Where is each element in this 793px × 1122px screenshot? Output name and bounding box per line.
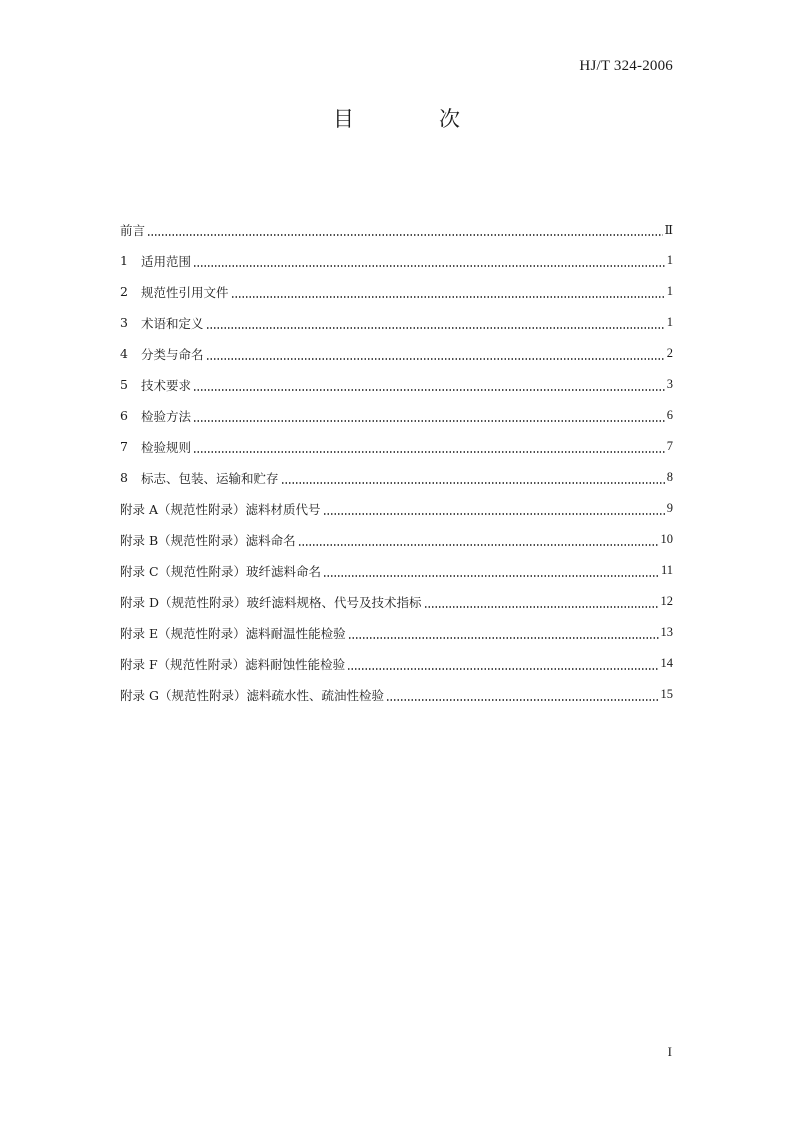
toc-entry-page: 1 xyxy=(666,253,673,267)
toc-entry-page: 12 xyxy=(660,594,673,608)
toc-entry-8[interactable] xyxy=(120,462,673,493)
page-title: 目 次 xyxy=(333,107,492,131)
toc-entry-label: 附录 A（规范性附录）滤料材质代号 xyxy=(120,501,321,517)
toc-entry-label: 检验方法 xyxy=(141,408,192,424)
dot-leader xyxy=(298,534,659,548)
toc-entry-label: 规范性引用文件 xyxy=(141,284,229,300)
toc-entry-appendix-g[interactable] xyxy=(120,679,673,710)
toc-entry-preface[interactable] xyxy=(120,214,673,245)
toc-entry-number: 6 xyxy=(120,408,128,423)
toc-entry-label: 适用范围 xyxy=(141,253,192,269)
toc-entry-appendix-e[interactable] xyxy=(120,617,673,648)
toc-entry-label: 标志、包装、运输和贮存 xyxy=(141,470,279,486)
toc-entry-number: 3 xyxy=(120,315,128,330)
toc-entry-label: 技术要求 xyxy=(141,377,192,393)
toc-entry-label: 前言 xyxy=(120,222,146,238)
toc-entry-appendix-c[interactable] xyxy=(120,555,673,586)
toc-entry-4[interactable] xyxy=(120,338,673,369)
toc-entry-page: 14 xyxy=(660,656,673,670)
toc-entry-label: 检验规则 xyxy=(141,439,192,455)
toc-entry-label: 附录 F（规范性附录）滤料耐蚀性能检验 xyxy=(120,656,346,672)
toc-entry-label: 附录 D（规范性附录）玻纤滤料规格、代号及技术指标 xyxy=(120,594,422,610)
dot-leader xyxy=(386,689,659,703)
dot-leader xyxy=(193,441,665,455)
dot-leader xyxy=(348,627,659,641)
dot-leader xyxy=(193,410,665,424)
toc-entry-page: 2 xyxy=(666,346,673,360)
toc-entry-5[interactable] xyxy=(120,369,673,400)
toc-entry-page: 13 xyxy=(660,625,673,639)
toc-entry-1[interactable] xyxy=(120,245,673,276)
toc-entry-2[interactable] xyxy=(120,276,673,307)
toc-entry-label: 分类与命名 xyxy=(141,346,204,362)
toc-entry-appendix-b[interactable] xyxy=(120,524,673,555)
dot-leader xyxy=(424,596,659,610)
toc-entry-7[interactable] xyxy=(120,431,673,462)
table-of-contents xyxy=(120,214,673,710)
toc-entry-label: 附录 B（规范性附录）滤料命名 xyxy=(120,532,296,548)
dot-leader xyxy=(193,379,665,393)
toc-entry-appendix-d[interactable] xyxy=(120,586,673,617)
toc-entry-label: 附录 C（规范性附录）玻纤滤料命名 xyxy=(120,563,322,579)
toc-entry-page: 1 xyxy=(666,315,673,329)
toc-entry-page: 10 xyxy=(660,532,673,546)
toc-entry-page: 8 xyxy=(666,470,673,484)
toc-entry-number: 2 xyxy=(120,284,128,299)
dot-leader xyxy=(347,658,658,672)
toc-entry-appendix-f[interactable] xyxy=(120,648,673,679)
toc-entry-number: 7 xyxy=(120,439,128,454)
toc-entry-page: 7 xyxy=(666,439,673,453)
toc-entry-page: 3 xyxy=(666,377,673,391)
toc-entry-number: 5 xyxy=(120,377,128,392)
dot-leader xyxy=(206,348,665,362)
toc-entry-page: 9 xyxy=(666,501,673,515)
toc-entry-label: 附录 G（规范性附录）滤料疏水性、疏油性检验 xyxy=(120,687,384,703)
dot-leader xyxy=(281,472,665,486)
toc-entry-3[interactable] xyxy=(120,307,673,338)
toc-entry-page: Ⅱ xyxy=(664,222,673,237)
standard-code: HJ/T 324-2006 xyxy=(579,58,673,74)
dot-leader xyxy=(231,286,665,300)
dot-leader xyxy=(147,224,662,238)
toc-entry-number: 8 xyxy=(120,470,128,485)
toc-entry-6[interactable] xyxy=(120,400,673,431)
toc-entry-number: 1 xyxy=(120,253,128,268)
toc-entry-label: 附录 E（规范性附录）滤料耐温性能检验 xyxy=(120,625,346,641)
toc-entry-number: 4 xyxy=(120,346,128,361)
dot-leader xyxy=(323,565,659,579)
toc-entry-page: 11 xyxy=(660,563,673,577)
toc-entry-appendix-a[interactable] xyxy=(120,493,673,524)
dot-leader xyxy=(323,503,665,517)
dot-leader xyxy=(206,317,665,331)
toc-entry-label: 术语和定义 xyxy=(141,315,204,331)
toc-entry-page: 15 xyxy=(660,687,673,701)
toc-entry-page: 6 xyxy=(666,408,673,422)
toc-entry-page: 1 xyxy=(666,284,673,298)
dot-leader xyxy=(193,255,665,269)
page-number: I xyxy=(667,1044,672,1059)
